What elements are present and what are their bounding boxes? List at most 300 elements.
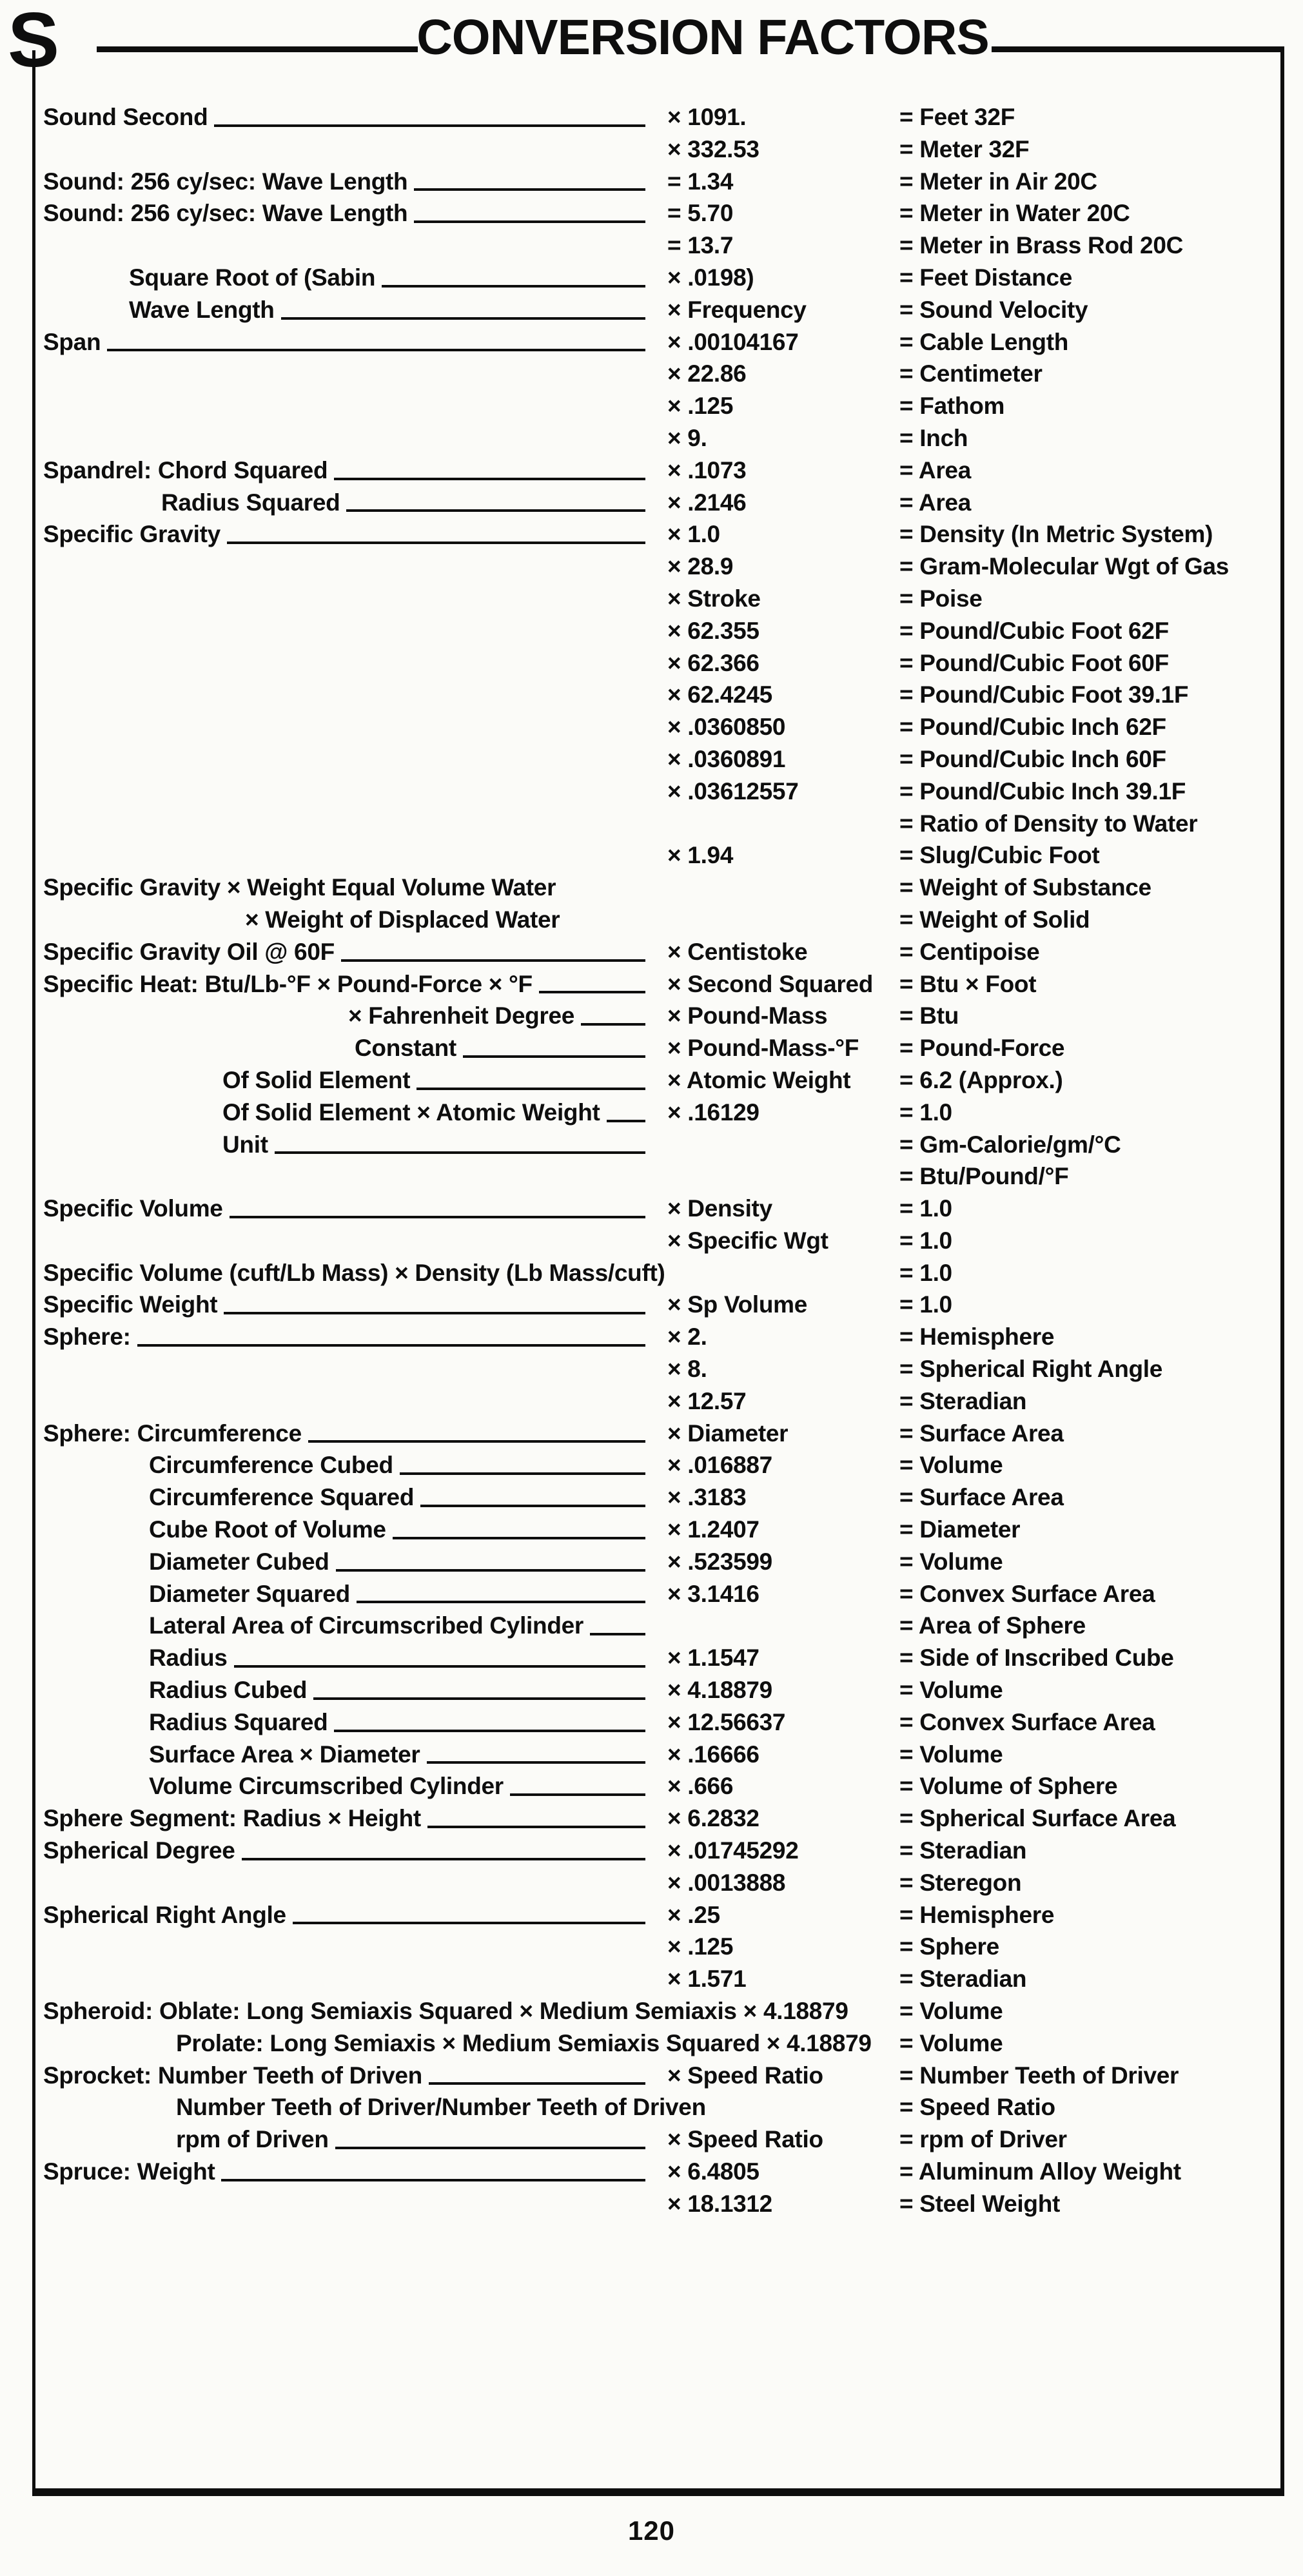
- row-underline: [400, 1449, 645, 1475]
- row-result: = Meter in Air 20C: [899, 168, 1097, 195]
- row-label-zone: [43, 1770, 654, 1802]
- row-result: = Btu × Foot: [899, 970, 1037, 997]
- row-factor: × .25: [667, 1901, 720, 1928]
- row-label: Prolate: Long Semiaxis × Medium Semiaxis Squared × 4.18879: [176, 2029, 872, 2056]
- row-result: = Hemisphere: [899, 1901, 1055, 1928]
- row-underline: [334, 454, 645, 480]
- row-result: = Btu/Pound/°F: [899, 1163, 1069, 1190]
- page-title: CONVERSION FACTORS: [416, 10, 989, 65]
- row-factor: × .125: [667, 393, 734, 420]
- row-label-zone: [43, 390, 654, 422]
- conversion-row: [43, 647, 1281, 679]
- row-label: Specific Gravity: [43, 521, 220, 548]
- conversion-row: [43, 1160, 1281, 1193]
- row-label: Sphere:: [43, 1323, 131, 1351]
- row-factor: × .0198): [667, 264, 754, 291]
- row-result: = Number Teeth of Driver: [899, 2062, 1179, 2089]
- row-factor: × Specific Wgt: [667, 1227, 828, 1254]
- row-label-zone: [43, 936, 654, 968]
- conversion-row: [43, 1674, 1281, 1706]
- conversion-row: [43, 262, 1281, 294]
- row-factor: × Density: [667, 1195, 772, 1222]
- row-result: = Gm-Calorie/gm/°C: [899, 1131, 1121, 1158]
- row-label-zone: [43, 968, 654, 1000]
- row-factor: × 6.4805: [667, 2158, 759, 2185]
- row-underline: [393, 1514, 645, 1539]
- row-result: = Volume: [899, 2029, 1003, 2056]
- row-label: Cube Root of Volume: [149, 1516, 386, 1543]
- row-label: Circumference Cubed: [149, 1452, 393, 1479]
- row-result: = Convex Surface Area: [899, 1708, 1155, 1735]
- row-label-zone: [43, 615, 654, 647]
- row-label: Specific Weight: [43, 1291, 218, 1318]
- row-underline: [137, 1321, 645, 1347]
- row-result: = Aluminum Alloy Weight: [899, 2158, 1181, 2185]
- row-factor: × 1.0: [667, 521, 720, 548]
- row-factor: × 22.86: [667, 360, 747, 387]
- row-underline: [414, 166, 645, 191]
- row-label: Spandrel: Chord Squared: [43, 456, 328, 483]
- row-factor: × 2.: [667, 1323, 707, 1351]
- row-label: Span: [43, 328, 101, 355]
- conversion-row: [43, 101, 1281, 133]
- conversion-row: [43, 454, 1281, 487]
- conversion-row: [43, 1449, 1281, 1481]
- row-underline: [230, 1193, 645, 1218]
- row-result: = 1.0: [899, 1227, 952, 1254]
- row-label: Spherical Degree: [43, 1837, 235, 1864]
- row-result: = Volume: [899, 1998, 1003, 2025]
- row-result: = Steradian: [899, 1387, 1027, 1414]
- row-result: = Steregon: [899, 1869, 1022, 1896]
- row-result: = Inch: [899, 424, 968, 451]
- row-label: Specific Gravity Oil @ 60F: [43, 938, 335, 965]
- row-factor: = 5.70: [667, 200, 734, 227]
- row-underline: [510, 1770, 645, 1796]
- row-factor: × Stroke: [667, 585, 761, 612]
- row-factor: × .523599: [667, 1548, 772, 1575]
- row-label-zone: [43, 679, 654, 711]
- row-result: = Side of Inscribed Cube: [899, 1644, 1174, 1672]
- row-underline: [539, 968, 645, 994]
- row-label-zone: [43, 1546, 654, 1578]
- conversion-row: [43, 2060, 1281, 2092]
- row-label: Specific Heat: Btu/Lb-°F × Pound-Force × °F: [43, 970, 533, 997]
- row-label-zone: [43, 1578, 654, 1610]
- conversion-row: [43, 1867, 1281, 1899]
- row-label-zone: [43, 454, 654, 487]
- row-label: Specific Volume (cuft/Lb Mass) × Density (Lb Mass/cuft): [43, 1259, 665, 1286]
- row-result: = Diameter: [899, 1516, 1021, 1543]
- conversion-row: [43, 1481, 1281, 1514]
- row-label-zone: [43, 551, 654, 583]
- row-underline: [414, 197, 645, 223]
- conversion-row: [43, 1097, 1281, 1129]
- conversion-row: [43, 776, 1281, 808]
- row-factor: × Pound-Mass: [667, 1002, 828, 1029]
- row-label: Sound: 256 cy/sec: Wave Length: [43, 200, 408, 227]
- conversion-row: [43, 2027, 1281, 2060]
- row-underline: [382, 262, 645, 288]
- row-result: = Volume: [899, 1548, 1003, 1575]
- row-result: = Spherical Surface Area: [899, 1805, 1176, 1832]
- row-label: Unit: [222, 1131, 268, 1158]
- row-label-zone: [43, 2091, 899, 2123]
- rows: [43, 101, 1281, 2220]
- row-factor: × .01745292: [667, 1837, 799, 1864]
- row-result: = Meter 32F: [899, 135, 1030, 162]
- row-label-zone: [43, 1129, 654, 1161]
- conversion-row: [43, 1289, 1281, 1321]
- conversion-row: [43, 1770, 1281, 1802]
- conversion-row: [43, 1899, 1281, 1931]
- conversion-row: [43, 2091, 1281, 2123]
- row-label: Specific Volume: [43, 1195, 223, 1222]
- conversion-row: [43, 1610, 1281, 1642]
- row-label-zone: [43, 1802, 654, 1835]
- row-label-zone: [43, 583, 654, 615]
- row-result: = Weight of Solid: [899, 906, 1090, 933]
- row-label: Radius Squared: [161, 489, 340, 516]
- row-label: Diameter Squared: [149, 1580, 350, 1607]
- conversion-row: [43, 1064, 1281, 1097]
- row-label-zone: [43, 776, 654, 808]
- row-underline: [242, 1835, 645, 1860]
- row-label-zone: [43, 1000, 654, 1032]
- conversion-row: [43, 1706, 1281, 1739]
- row-factor: × Second Squared: [667, 970, 874, 997]
- row-result: = Hemisphere: [899, 1323, 1055, 1351]
- row-label: Spruce: Weight: [43, 2158, 215, 2185]
- row-label-zone: [43, 1225, 654, 1257]
- row-result: = Weight of Substance: [899, 874, 1151, 901]
- row-result: = Steradian: [899, 1966, 1027, 1993]
- row-underline: [607, 1097, 645, 1122]
- row-label: Spheroid: Oblate: Long Semiaxis Squared × Medium Semiaxis × 4.18879: [43, 1998, 848, 2025]
- row-label-zone: [43, 2027, 899, 2060]
- row-factor: × 1.571: [667, 1966, 747, 1993]
- conversion-row: [43, 872, 1281, 904]
- row-label-zone: [43, 839, 654, 872]
- row-underline: [336, 1546, 645, 1572]
- row-label: Radius: [149, 1644, 228, 1672]
- row-factor: × Speed Ratio: [667, 2062, 823, 2089]
- row-result: = rpm of Driver: [899, 2126, 1067, 2153]
- row-result: = Spherical Right Angle: [899, 1356, 1163, 1383]
- row-result: = Centimeter: [899, 360, 1043, 387]
- row-factor: [654, 1129, 899, 1161]
- row-result: = 1.0: [899, 1195, 952, 1222]
- row-underline: [581, 1000, 645, 1026]
- row-result: = Area: [899, 456, 971, 483]
- row-label-zone: [43, 1899, 654, 1931]
- conversion-row: [43, 133, 1281, 166]
- row-underline: [234, 1642, 645, 1668]
- row-label-zone: [43, 647, 654, 679]
- row-label-zone: [43, 711, 654, 743]
- row-result: = Centipoise: [899, 938, 1040, 965]
- conversion-row: [43, 1739, 1281, 1771]
- row-result: = Sound Velocity: [899, 296, 1088, 323]
- row-underline: [281, 294, 645, 320]
- page-number: 120: [627, 2515, 676, 2546]
- row-result: = Volume: [899, 1677, 1003, 1704]
- row-factor: × Sp Volume: [667, 1291, 808, 1318]
- row-factor: × .0360891: [667, 745, 786, 772]
- row-label-zone: [43, 1995, 899, 2027]
- row-factor: × 8.: [667, 1356, 707, 1383]
- row-factor: [654, 808, 899, 840]
- row-label: Number Teeth of Driver/Number Teeth of Driven: [176, 2094, 706, 2121]
- row-label: Sphere Segment: Radius × Height: [43, 1805, 421, 1832]
- conversion-row: [43, 294, 1281, 326]
- row-label-zone: [43, 422, 654, 454]
- row-factor: × .0013888: [667, 1869, 786, 1896]
- row-label-zone: [43, 1418, 654, 1450]
- row-label: Surface Area × Diameter: [149, 1741, 420, 1768]
- conversion-row: [43, 1353, 1281, 1385]
- row-result: = Pound/Cubic Foot 60F: [899, 649, 1169, 676]
- row-underline: [313, 1674, 645, 1700]
- row-factor: × 6.2832: [667, 1805, 759, 1832]
- row-underline: [590, 1610, 645, 1635]
- row-underline: [221, 2156, 645, 2181]
- row-label-zone: [43, 1160, 654, 1193]
- row-label-zone: [43, 1353, 654, 1385]
- row-factor: [654, 1160, 899, 1193]
- conversion-row: [43, 1546, 1281, 1578]
- conversion-row: [43, 1257, 1281, 1289]
- row-factor: × 28.9: [667, 553, 734, 580]
- conversion-row: [43, 518, 1281, 551]
- conversion-row: [43, 197, 1281, 229]
- conversion-row: [43, 743, 1281, 776]
- row-label: Sphere: Circumference: [43, 1420, 302, 1447]
- conversion-row: [43, 390, 1281, 422]
- row-label-zone: [43, 1610, 654, 1642]
- conversion-row: [43, 1000, 1281, 1032]
- row-label-zone: [43, 1642, 654, 1674]
- row-factor: × Speed Ratio: [667, 2126, 823, 2153]
- row-result: = Meter in Water 20C: [899, 200, 1130, 227]
- row-underline: [275, 1129, 645, 1155]
- row-result: = Feet 32F: [899, 104, 1015, 130]
- row-label-zone: [43, 101, 654, 133]
- row-label-zone: [43, 326, 654, 358]
- row-factor: × 12.56637: [667, 1708, 786, 1735]
- row-result: = Feet Distance: [899, 264, 1072, 291]
- row-label: Specific Gravity × Weight Equal Volume Water: [43, 874, 556, 901]
- row-underline: [346, 487, 645, 512]
- row-label-zone: [43, 518, 654, 551]
- row-factor: × 62.4245: [667, 681, 772, 708]
- row-factor: × Atomic Weight: [667, 1066, 851, 1093]
- row-underline: [341, 936, 645, 962]
- row-factor: × .1073: [667, 456, 747, 483]
- row-factor: × 3.1416: [667, 1580, 759, 1607]
- conversion-row: [43, 422, 1281, 454]
- conversion-row: [43, 808, 1281, 840]
- row-label-zone: [43, 262, 654, 294]
- row-result: = Poise: [899, 585, 983, 612]
- row-label-zone: [43, 166, 654, 198]
- row-label-zone: [43, 1385, 654, 1418]
- row-underline: [429, 2060, 645, 2085]
- row-underline: [107, 326, 645, 352]
- row-result: = Convex Surface Area: [899, 1580, 1155, 1607]
- row-factor: × 1.94: [667, 842, 734, 869]
- conversion-row: [43, 1514, 1281, 1546]
- row-factor: × 1.1547: [667, 1644, 759, 1672]
- row-factor: × .125: [667, 1933, 734, 1960]
- row-label-zone: [43, 1931, 654, 1963]
- row-underline: [293, 1899, 645, 1925]
- row-label-zone: [43, 808, 654, 840]
- conversion-row: [43, 1225, 1281, 1257]
- row-factor: × .0360850: [667, 714, 786, 741]
- row-underline: [308, 1418, 645, 1443]
- conversion-row: [43, 968, 1281, 1000]
- row-underline: [224, 1289, 645, 1314]
- conversion-row: [43, 229, 1281, 262]
- conversion-row: [43, 551, 1281, 583]
- row-label-zone: [43, 872, 899, 904]
- row-label-zone: [43, 1963, 654, 1995]
- row-result: = Volume of Sphere: [899, 1773, 1118, 1800]
- conversion-row: [43, 1418, 1281, 1450]
- row-result: = Btu: [899, 1002, 959, 1029]
- conversion-row: [43, 1802, 1281, 1835]
- conversion-row: [43, 166, 1281, 198]
- row-factor: × 1.2407: [667, 1516, 759, 1543]
- row-label: × Weight of Displaced Water: [245, 906, 560, 933]
- row-label-zone: [43, 1739, 654, 1771]
- row-underline: [420, 1481, 645, 1507]
- row-label: Square Root of (Sabin: [129, 264, 376, 291]
- row-label: Wave Length: [129, 296, 275, 323]
- row-label: Sprocket: Number Teeth of Driven: [43, 2062, 422, 2089]
- row-factor: × Pound-Mass-°F: [667, 1035, 859, 1062]
- row-factor: × .16666: [667, 1741, 759, 1768]
- conversion-row: [43, 1642, 1281, 1674]
- row-label-zone: [43, 1193, 654, 1225]
- row-result: = Area of Sphere: [899, 1612, 1086, 1639]
- conversion-row: [43, 1931, 1281, 1963]
- section-letter: S: [8, 0, 57, 83]
- row-result: = Ratio of Density to Water: [899, 810, 1198, 837]
- row-result: = 1.0: [899, 1259, 952, 1286]
- row-result: = 1.0: [899, 1291, 952, 1318]
- row-factor: × 9.: [667, 424, 707, 451]
- row-result: = Pound/Cubic Inch 60F: [899, 745, 1166, 772]
- row-result: = Meter in Brass Rod 20C: [899, 232, 1184, 259]
- row-factor: × Centistoke: [667, 938, 808, 965]
- row-label: Radius Cubed: [149, 1677, 308, 1704]
- conversion-row: [43, 1578, 1281, 1610]
- row-result: = 1.0: [899, 1098, 952, 1126]
- row-result: = Steradian: [899, 1837, 1027, 1864]
- row-label-zone: [43, 1706, 654, 1739]
- row-underline: [427, 1802, 645, 1828]
- conversion-row: [43, 936, 1281, 968]
- conversion-row: [43, 2188, 1281, 2220]
- row-label-zone: [43, 229, 654, 262]
- conversion-row: [43, 1963, 1281, 1995]
- row-underline: [334, 1706, 645, 1732]
- row-underline: [214, 101, 645, 127]
- row-result: = Volume: [899, 1452, 1003, 1479]
- row-label: Constant: [355, 1035, 456, 1062]
- row-result: = Pound/Cubic Foot 39.1F: [899, 681, 1189, 708]
- row-factor: × 4.18879: [667, 1677, 772, 1704]
- conversion-row: [43, 1835, 1281, 1867]
- row-label-zone: [43, 1481, 654, 1514]
- row-result: = Pound/Cubic Inch 39.1F: [899, 777, 1186, 805]
- conversion-row: [43, 583, 1281, 615]
- row-label: Radius Squared: [149, 1708, 328, 1735]
- row-label-zone: [43, 1064, 654, 1097]
- row-label-zone: [43, 2060, 654, 2092]
- row-factor: × 1091.: [667, 104, 747, 130]
- row-result: = Steel Weight: [899, 2190, 1061, 2217]
- row-label: Lateral Area of Circumscribed Cylinder: [149, 1612, 584, 1639]
- conversion-row: [43, 487, 1281, 519]
- conversion-row: [43, 1032, 1281, 1064]
- row-factor: × 62.355: [667, 617, 759, 644]
- row-factor: × 62.366: [667, 649, 759, 676]
- row-label-zone: [43, 1867, 654, 1899]
- row-label-zone: [43, 1097, 654, 1129]
- row-factor: × .3183: [667, 1484, 747, 1511]
- row-factor: × .016887: [667, 1452, 772, 1479]
- conversion-row: [43, 326, 1281, 358]
- conversion-row: [43, 1321, 1281, 1353]
- row-underline: [357, 1578, 645, 1604]
- row-underline: [463, 1032, 645, 1058]
- row-factor: × .2146: [667, 489, 747, 516]
- conversion-row: [43, 904, 1281, 936]
- row-label-zone: [43, 1835, 654, 1867]
- row-label: Sound: 256 cy/sec: Wave Length: [43, 168, 408, 195]
- row-factor: × Frequency: [667, 296, 807, 323]
- row-underline: [335, 2123, 645, 2149]
- row-label: Sound Second: [43, 104, 208, 130]
- row-factor: × .00104167: [667, 328, 799, 355]
- row-result: = Slug/Cubic Foot: [899, 842, 1100, 869]
- row-label-zone: [43, 1032, 654, 1064]
- row-label-zone: [43, 1257, 899, 1289]
- row-label: Of Solid Element: [222, 1066, 411, 1093]
- row-label-zone: [43, 487, 654, 519]
- conversion-row: [43, 839, 1281, 872]
- row-result: = Density (In Metric System): [899, 521, 1213, 548]
- row-label: Diameter Cubed: [149, 1548, 329, 1575]
- conversion-table-box: [32, 50, 1284, 2496]
- row-label-zone: [43, 358, 654, 390]
- conversion-row: [43, 1995, 1281, 2027]
- row-label-zone: [43, 133, 654, 166]
- conversion-row: [43, 1385, 1281, 1418]
- row-label: Volume Circumscribed Cylinder: [149, 1773, 504, 1800]
- row-label-zone: [43, 1449, 654, 1481]
- row-result: = Gram-Molecular Wgt of Gas: [899, 553, 1230, 580]
- row-factor: × 12.57: [667, 1387, 747, 1414]
- row-factor: × .16129: [667, 1098, 759, 1126]
- row-result: = Surface Area: [899, 1420, 1064, 1447]
- row-label-zone: [43, 1674, 654, 1706]
- row-label: Circumference Squared: [149, 1484, 415, 1511]
- conversion-row: [43, 2123, 1281, 2156]
